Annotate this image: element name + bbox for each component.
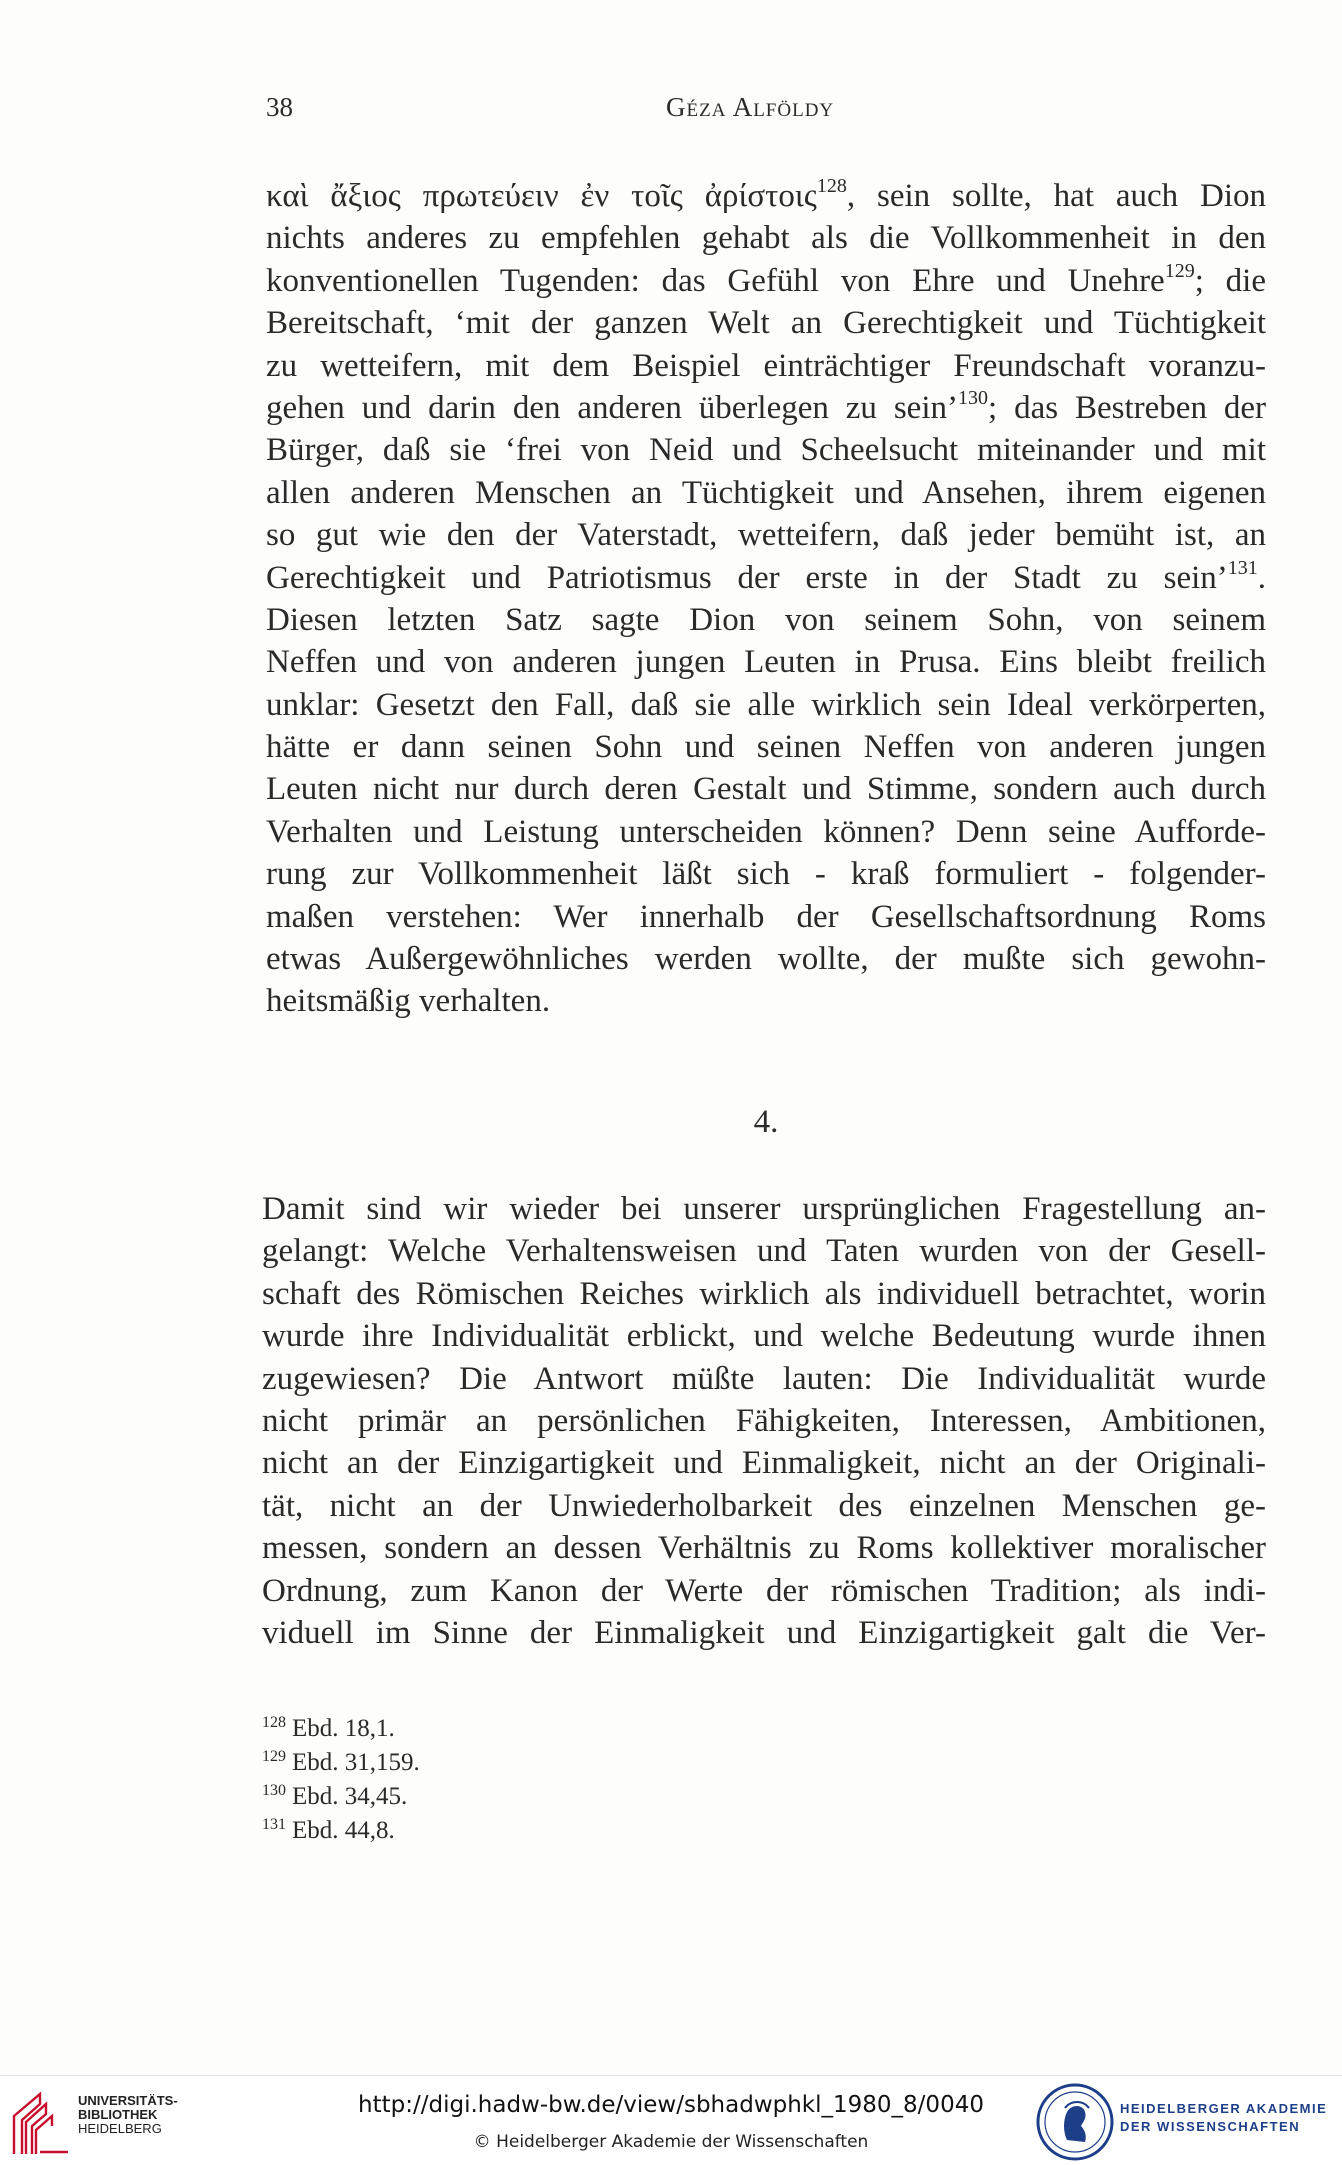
text-run: . — [1257, 559, 1266, 596]
text-line — [266, 175, 1266, 217]
text-line — [262, 1358, 1266, 1400]
text-line — [266, 217, 1266, 259]
footnote — [262, 1780, 862, 1814]
paragraph-2 — [262, 1188, 1266, 1654]
text-run: Bereitschaft, ‘mit der ganzen Welt an Gerechtigkeit und Tüchtigkeit — [266, 305, 1266, 342]
paragraph-1 — [266, 175, 1266, 1023]
text-line — [262, 1188, 1266, 1230]
text-run: viduell im Sinne der Einmaligkeit und Einzigartigkeit galt die Ver- — [262, 1614, 1266, 1651]
footnote-text: Ebd. 31,159. — [292, 1749, 420, 1776]
text-line — [262, 1230, 1266, 1272]
footnote-text: Ebd. 44,8. — [292, 1817, 395, 1844]
text-line — [262, 1570, 1266, 1612]
text-run: zugewiesen? Die Antwort müßte lauten: Die Individualität wurde — [262, 1360, 1266, 1397]
text-line — [266, 557, 1266, 599]
text-line — [266, 472, 1266, 514]
text-run: nicht an der Einzigartigkeit und Einmaligkeit, nicht an der Originali- — [262, 1445, 1266, 1482]
text-run: unklar: Gesetzt den Fall, daß sie alle wirklich sein Ideal verkörperten, — [266, 686, 1266, 723]
text-line — [262, 1315, 1266, 1357]
text-run: schaft des Römischen Reiches wirklich als individuell betrachtet, worin — [262, 1275, 1266, 1312]
footnote-reference[interactable]: 129 — [1164, 259, 1195, 282]
text-line — [266, 726, 1266, 768]
footnote-number: 130 — [262, 1782, 286, 1799]
text-run: gehen und darin den anderen überlegen zu sein’ — [266, 389, 958, 426]
text-run: so gut wie den der Vaterstadt, wetteifern, daß jeder bemüht ist, an — [266, 517, 1266, 554]
text-run: Leuten nicht nur durch deren Gestalt und Stimme, sondern auch durch — [266, 771, 1266, 808]
text-line — [262, 1612, 1266, 1654]
footnote-reference[interactable]: 130 — [958, 386, 988, 409]
footnotes — [262, 1712, 862, 1848]
text-run: rung zur Vollkommenheit läßt sich - kraß formuliert - folgender- — [266, 856, 1266, 893]
university-library-label: UNIVERSITÄTS- BIBLIOTHEK HEIDELBERG — [78, 2093, 178, 2136]
footnote-reference[interactable]: 131 — [1227, 556, 1258, 579]
text-run: gelangt: Welche Verhaltensweisen und Taten wurden von der Gesell- — [262, 1233, 1266, 1270]
text-run: , sein sollte, hat auch Dion — [846, 178, 1266, 214]
text-run: heitsmäßig verhalten. — [266, 983, 551, 1020]
text-run: maßen verstehen: Wer innerhalb der Gesellschaftsordnung Roms — [266, 898, 1266, 935]
text-line — [262, 1273, 1266, 1315]
text-line — [266, 429, 1266, 471]
text-run: Ordnung, zum Kanon der Werte der römischen Tradition; als indi- — [262, 1572, 1266, 1609]
text-run: nichts anderes zu empfehlen gehabt als die Vollkommenheit in den — [266, 220, 1266, 257]
text-run: zu wetteifern, mit dem Beispiel einträchtiger Freundschaft voranzu- — [266, 347, 1266, 384]
text-run: tät, nicht an der Unwiederholbarkeit des einzelnen Menschen ge- — [262, 1487, 1266, 1524]
text-line — [262, 1485, 1266, 1527]
text-line — [266, 387, 1266, 429]
page-number: 38 — [266, 92, 293, 122]
footnote-number: 128 — [262, 1714, 286, 1731]
text-run: Diesen letzten Satz sagte Dion von seinem Sohn, von seinem — [266, 601, 1266, 638]
text-run: nicht primär an persönlichen Fähigkeiten, Interessen, Ambitionen, — [262, 1402, 1266, 1439]
text-line — [266, 260, 1266, 302]
text-line — [266, 302, 1266, 344]
footnote-number: 129 — [262, 1748, 286, 1765]
text-line — [262, 1400, 1266, 1442]
footnote — [262, 1746, 862, 1780]
footnote — [262, 1712, 862, 1746]
text-line — [266, 896, 1266, 938]
text-run: καὶ ἄξιος πρωτεύειν ἐν τοῖς ἀρίστοις — [266, 178, 817, 214]
text-run: messen, sondern an dessen Verhältnis zu Roms kollektiver moralischer — [262, 1530, 1266, 1567]
academy-seal-icon — [1035, 2082, 1115, 2162]
text-run: Damit sind wir wieder bei unserer ursprünglichen Fragestellung an- — [262, 1191, 1266, 1227]
text-run: Gerechtigkeit und Patriotismus der erste in der Stadt zu sein’ — [266, 559, 1228, 596]
text-line — [266, 768, 1266, 810]
text-run: allen anderen Menschen an Tüchtigkeit und Ansehen, ihrem eigenen — [266, 474, 1266, 511]
text-line — [266, 684, 1266, 726]
academy-label: HEIDELBERGER AKADEMIE DER WISSENSCHAFTEN — [1120, 2101, 1328, 2134]
running-head: Géza Alföldy — [666, 92, 835, 122]
text-line — [266, 514, 1266, 556]
text-run: etwas Außergewöhnliches werden wollte, der mußte sich gewohn- — [266, 941, 1266, 978]
footnote-reference[interactable]: 128 — [816, 175, 847, 197]
text-run: Neffen und von anderen jungen Leuten in Prusa. Eins bleibt freilich — [266, 644, 1266, 681]
footnote — [262, 1814, 862, 1848]
text-line — [266, 641, 1266, 683]
footnote-number: 131 — [262, 1816, 286, 1833]
page-header — [266, 92, 1266, 132]
text-run: ; die — [1194, 262, 1266, 299]
text-run: wurde ihre Individualität erblickt, und welche Bedeutung wurde ihnen — [262, 1318, 1266, 1355]
text-line — [262, 1442, 1266, 1484]
text-run: Verhalten und Leistung unterscheiden können? Denn seine Aufforde- — [266, 813, 1266, 850]
section-number: 4. — [753, 1104, 779, 1140]
page-footer — [0, 2075, 1342, 2165]
text-line — [266, 938, 1266, 980]
footnote-text: Ebd. 34,45. — [292, 1783, 408, 1810]
text-run: Bürger, daß sie ‘frei von Neid und Scheelsucht miteinander und mit — [266, 432, 1266, 469]
text-line — [266, 345, 1266, 387]
text-run: hätte er dann seinen Sohn und seinen Neffen von anderen jungen — [266, 729, 1266, 766]
source-url-link[interactable]: http://digi.hadw-bw.de/view/sbhadwphkl_1980_8/0040 — [358, 2092, 984, 2118]
text-run: konventionellen Tugenden: das Gefühl von Ehre und Unehre — [266, 262, 1165, 299]
text-line — [266, 811, 1266, 853]
text-line — [266, 980, 1266, 1022]
footnote-text: Ebd. 18,1. — [292, 1715, 395, 1742]
text-line — [262, 1527, 1266, 1569]
text-line — [266, 599, 1266, 641]
text-run: ; das Bestreben der — [988, 389, 1266, 426]
text-line — [266, 853, 1266, 895]
copyright-notice: © Heidelberger Akademie der Wissenschaften — [473, 2132, 869, 2152]
